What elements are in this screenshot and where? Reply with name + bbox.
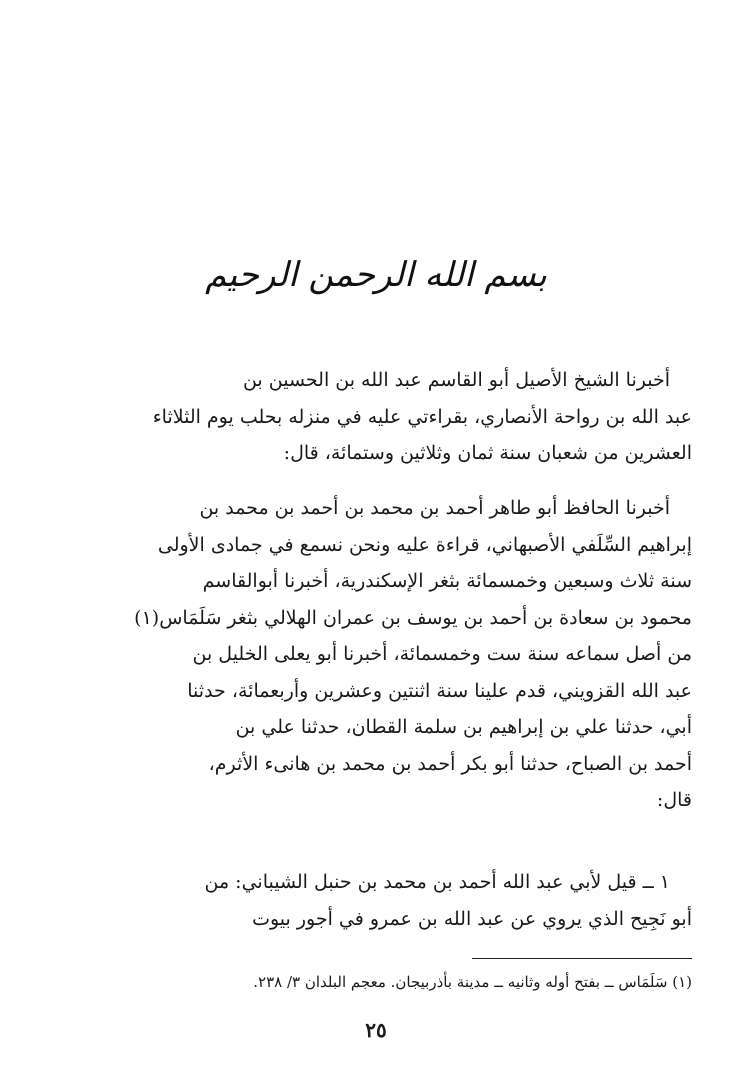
text-line: أخبرنا الشيخ الأصيل أبو القاسم عبد الله بن الحسين بن xyxy=(242,369,670,391)
text-line: ١ ــ قيل لأبي عبد الله أحمد بن محمد بن حنبل الشيباني: من xyxy=(204,871,670,893)
footnote-divider xyxy=(472,958,692,959)
text-line: عبد الله القزويني، قدم علينا سنة اثنتين وعشرين وأربعمائة، حدثنا xyxy=(187,679,692,702)
text-line: عبد الله بن رواحة الأنصاري، بقراءتي عليه في منزله بحلب يوم الثلاثاء xyxy=(152,405,692,428)
text-line: العشرين من شعبان سنة ثمان وثلاثين وستمائة، قال: xyxy=(283,442,692,464)
paragraph-entry-1 xyxy=(62,864,692,937)
text-line: محمود بن سعادة بن أحمد بن يوسف بن عمران الهلالي بثغر سَلَمَاس(١) xyxy=(134,606,692,629)
text-line: سنة ثلاث وسبعين وخمسمائة بثغر الإسكندرية، أخبرنا أبوالقاسم xyxy=(202,570,692,592)
text-line: من أصل سماعه سنة ست وخمسمائة، أخبرنا أبو يعلى الخليل بن xyxy=(192,643,692,665)
text-line: أبي، حدثنا علي بن إبراهيم بن سلمة القطان، حدثنا علي بن xyxy=(235,716,692,738)
text-line: إبراهيم السِّلَفي الأصبهاني، قراءة عليه ونحن نسمع في جمادى الأولى xyxy=(157,533,692,556)
paragraph-isnad-2 xyxy=(62,490,692,819)
text-line: أبو نَجِيح الذي يروي عن عبد الله بن عمرو في أجور بيوت xyxy=(252,907,692,930)
basmala-heading: بسم الله الرحمن الرحيم xyxy=(205,255,547,295)
text-line: قال: xyxy=(656,789,692,811)
text-line: أخبرنا الحافظ أبو طاهر أحمد بن محمد بن أحمد بن محمد بن xyxy=(199,497,670,519)
page-number: ٢٥ xyxy=(365,1018,387,1042)
footnote: (١) سَلَمَاس ــ بفتح أوله وثانيه ــ مدينة بأذربيجان. معجم البلدان ٣/ ٢٣٨. xyxy=(253,973,692,991)
paragraph-isnad-1 xyxy=(62,362,692,472)
text-line: أحمد بن الصباح، حدثنا أبو بكر أحمد بن محمد بن هانىء الأثرم، xyxy=(208,752,692,775)
